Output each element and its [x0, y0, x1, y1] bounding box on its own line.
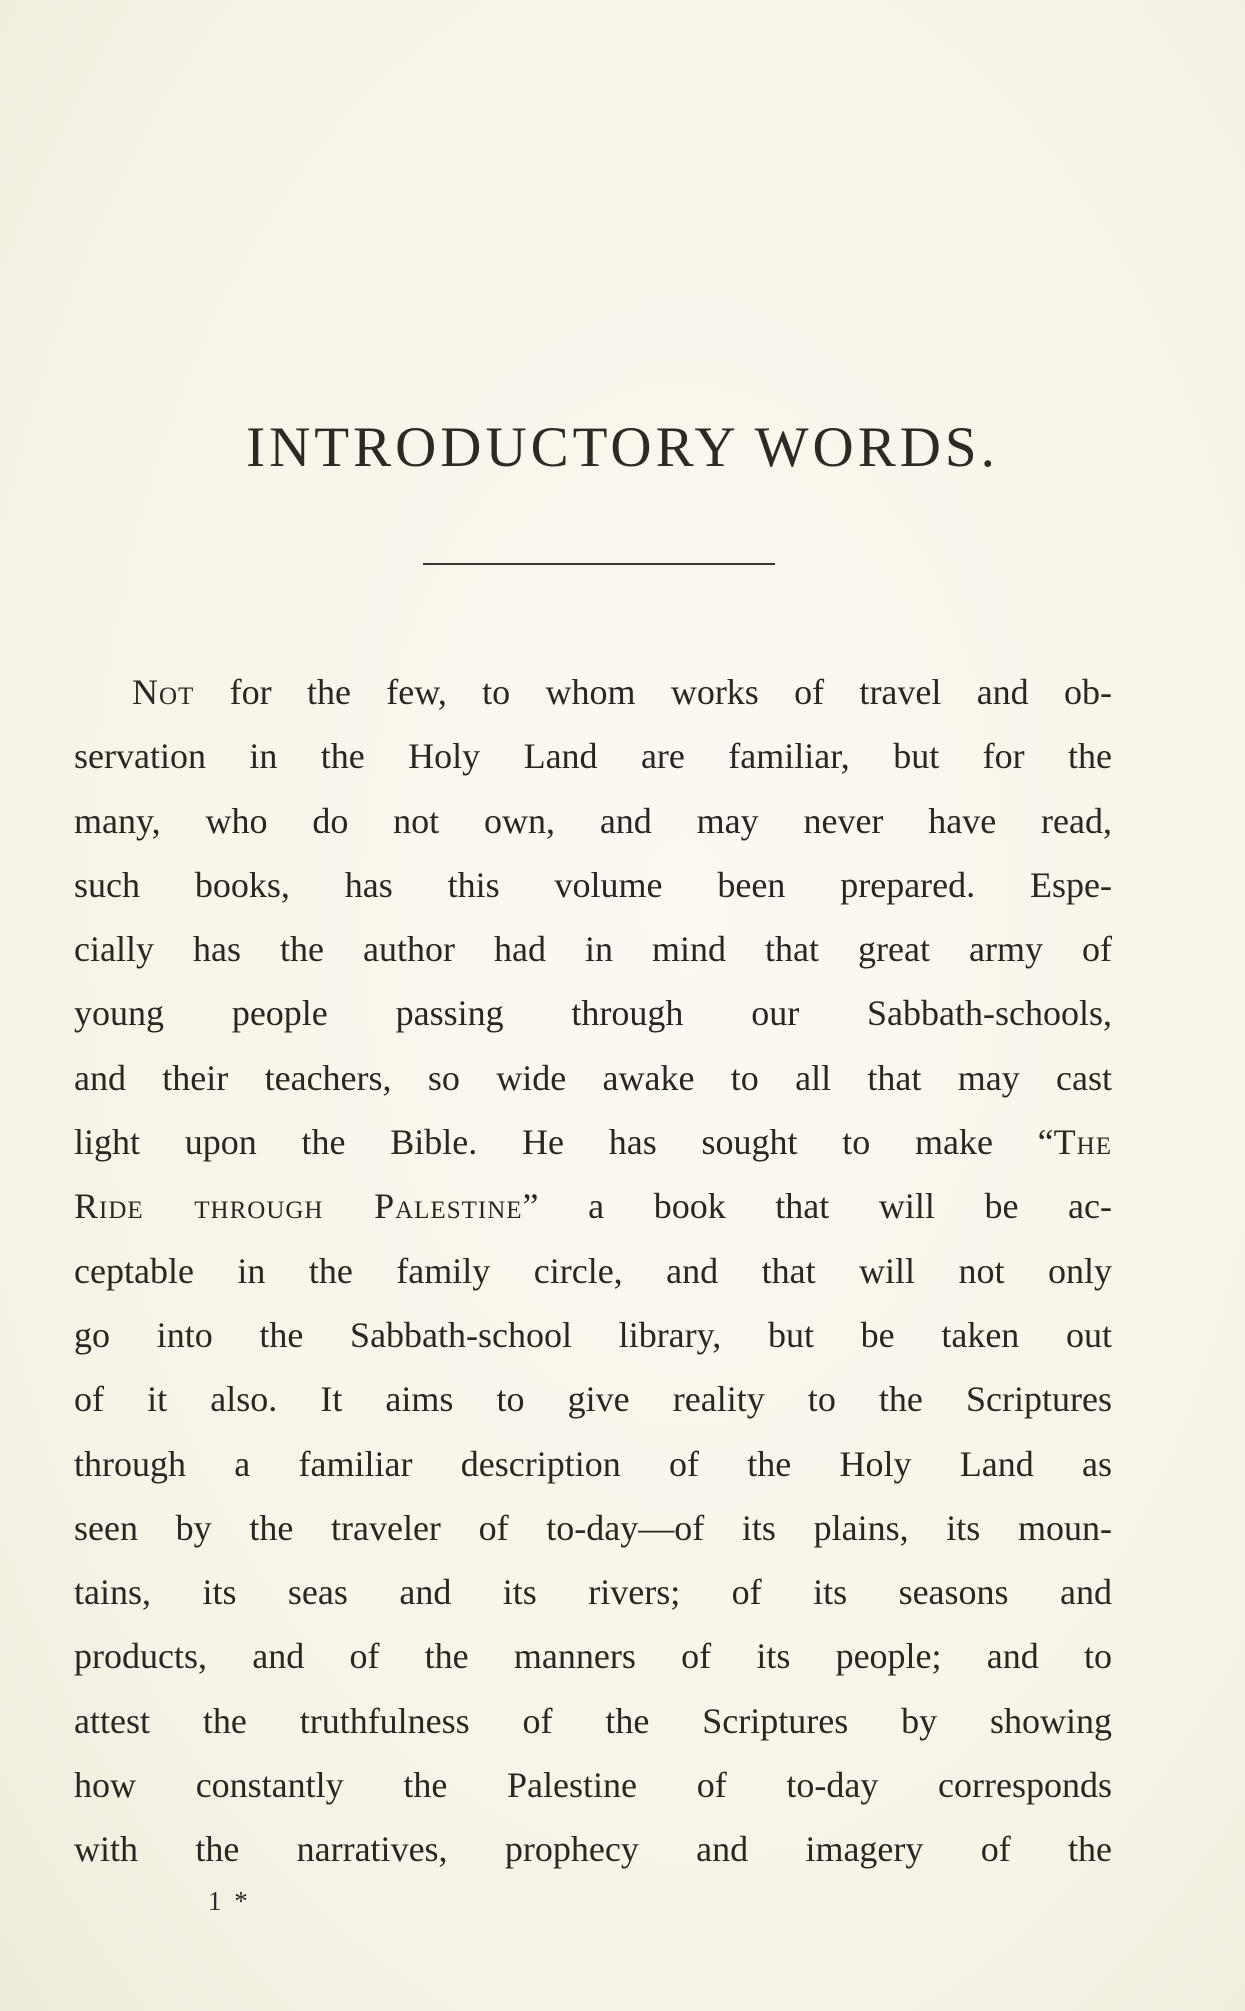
text-line: of it also. It aims to give reality to the Scriptures — [74, 1379, 1112, 1420]
text-line: tains, its seas and its rivers; of its seasons and — [74, 1572, 1112, 1613]
text-line: how constantly the Palestine of to-day corresponds — [74, 1765, 1112, 1806]
text-line: Not for the few, to whom works of travel and ob- — [132, 672, 1112, 712]
text-line: light upon the Bible. He has sought to make “The — [74, 1122, 1112, 1163]
signature-mark: 1 * — [208, 1886, 251, 1916]
text-line: young people passing through our Sabbath-schools, — [74, 993, 1112, 1034]
text-line: with the narratives, prophecy and imagery of the — [74, 1829, 1112, 1870]
text-line: through a familiar description of the Holy Land as — [74, 1443, 1112, 1484]
chapter-title: INTRODUCTORY WORDS. — [246, 416, 999, 479]
body-paragraph — [74, 660, 1112, 1882]
title-divider — [423, 563, 775, 565]
text-line: servation in the Holy Land are familiar, but for the — [74, 736, 1112, 777]
text-line: products, and of the manners of its people; and to — [74, 1636, 1112, 1677]
text-line: cially has the author had in mind that great army of — [74, 929, 1112, 970]
text-line: attest the truthfulness of the Scriptures by showing — [74, 1700, 1112, 1741]
text-line: Ride through Palestine” a book that will be ac- — [74, 1186, 1112, 1227]
text-line: seen by the traveler of to-day—of its plains, its moun- — [74, 1507, 1112, 1548]
text-line: and their teachers, so wide awake to all that may cast — [74, 1057, 1112, 1098]
text-line: go into the Sabbath-school library, but be taken out — [74, 1314, 1112, 1355]
text-line: such books, has this volume been prepared. Espe- — [74, 864, 1112, 905]
text-line: ceptable in the family circle, and that will not only — [74, 1250, 1112, 1291]
text-line: many, who do not own, and may never have read, — [74, 800, 1112, 841]
